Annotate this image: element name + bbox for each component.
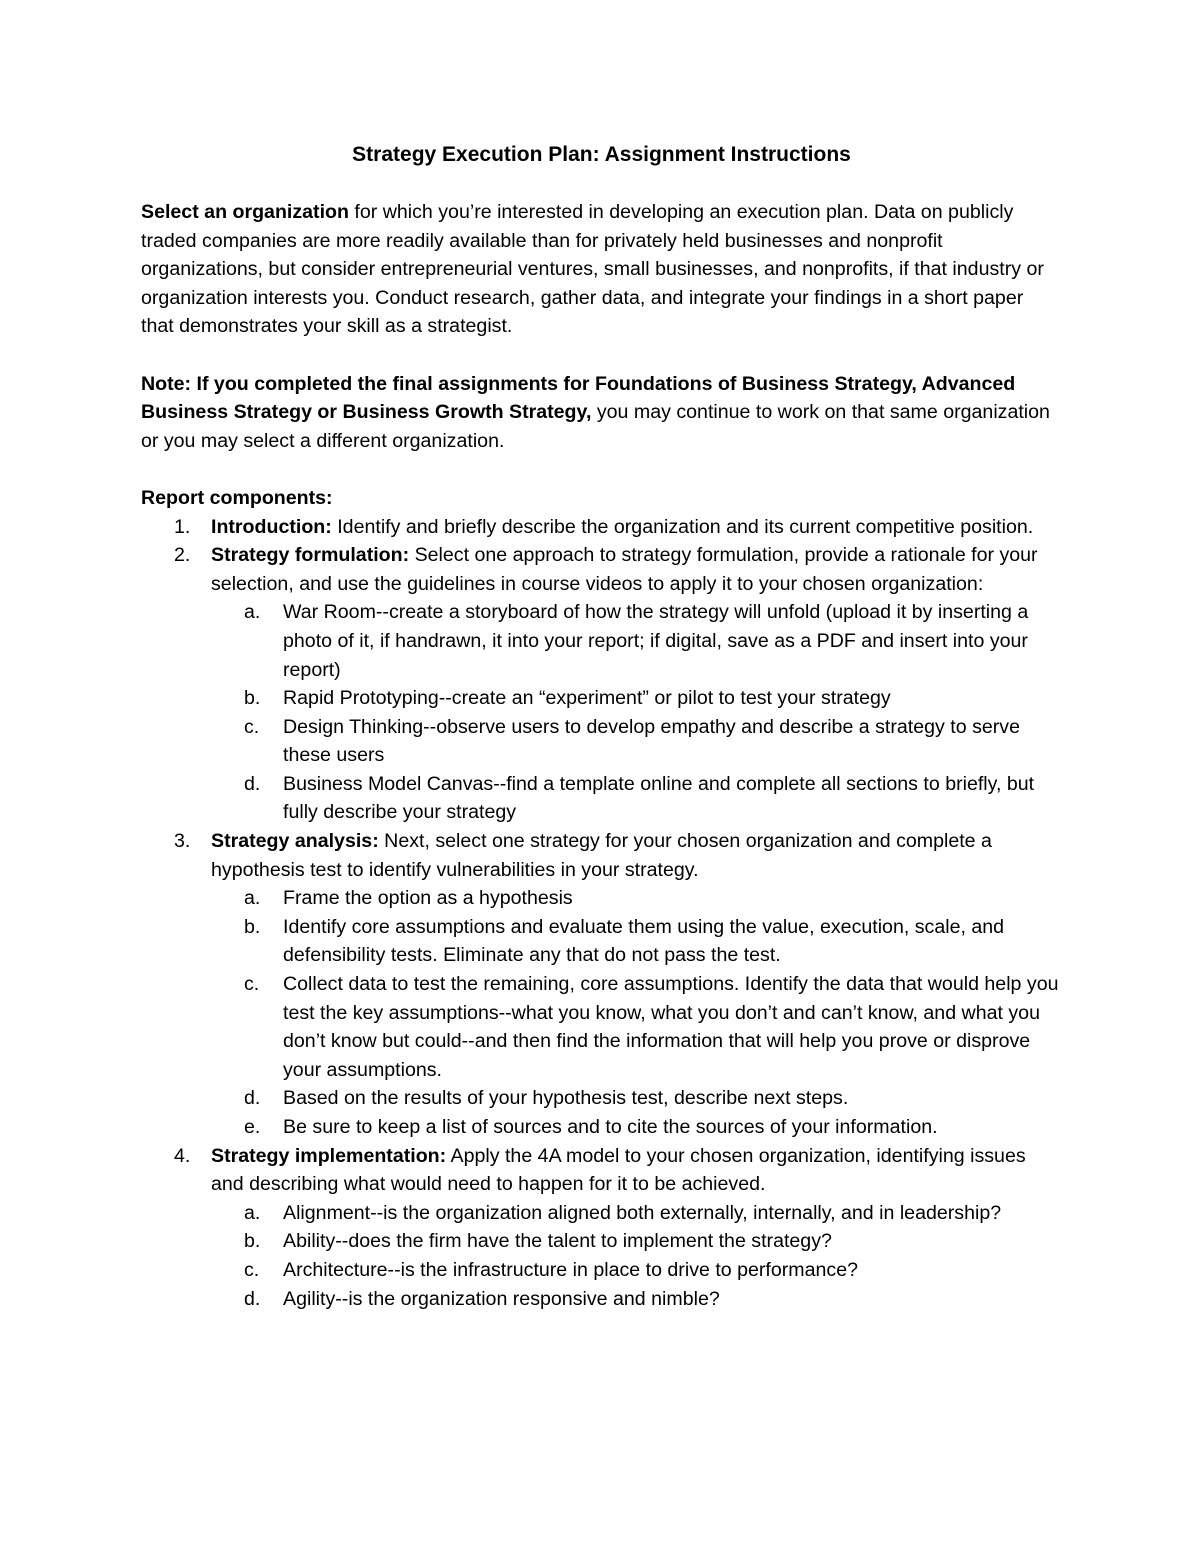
sublist-letter: e. [244,1116,261,1138]
item-text: Next, select one strategy for your chosen organization and complete a hypothesis test to identify vulnerabilities in your strategy. [211,830,992,881]
list-number: 1. [174,515,191,538]
sublist-text: War Room--create a storyboard of how the strategy will unfold (upload it by inserting a photo of it, if handrawn, it into your report; if digital, save as a PDF and insert into your report) [283,601,1029,681]
list-item-strategy-formulation [141,541,1060,827]
sublist-letter: b. [244,1230,261,1253]
sublist-text: Identify core assumptions and evaluate them using the value, execution, scale, and defensibility tests. Eliminate any that do not pass the test. [283,915,1005,967]
item-text: Apply the 4A model to your chosen organization, identifying issues and describing what would need to happen for it to be achieved. [211,1144,1026,1196]
sublist-item [211,598,1060,684]
list-number: 4. [174,1144,191,1167]
sublist-text: Rapid Prototyping--create an “experiment” or pilot to test your strategy [283,687,891,710]
sublist-item [211,970,1060,1084]
list-item-strategy-implementation [141,1142,1060,1314]
note-lead: Note: If you completed the final assignments for Foundations of Business Strategy, Advanced Business Strategy or Business Growth Strategy, [141,372,1016,424]
sublist-letter: a. [244,1201,261,1224]
sublist-letter: d. [244,772,261,795]
report-heading: Report components: [141,486,333,509]
list-number: 3. [174,830,191,853]
sublist [211,1199,1060,1313]
item-lead: Strategy analysis: [211,830,379,853]
intro-text: for which you’re interested in developing an execution plan. Data on publicly traded companies are more readily available than for privately held businesses and nonprofit organizations, but consider entrepreneurial ventures, small businesses, and nonprofits, if that industry or organization interests you. Conduct research, gather data, and integrate your findings in a short paper that demonstrates your skill as a strategist. [141,201,1044,338]
sublist-letter: d. [244,1087,261,1110]
intro-lead: Select an organization [141,201,349,223]
item-lead: Introduction: [211,515,332,538]
sublist-text: Agility--is the organization responsive and nimble? [283,1287,720,1310]
sublist-letter: b. [244,687,261,710]
note-text: you may continue to work on that same organization or you may select a different organization. [141,401,1050,452]
sublist-letter: a. [244,601,261,624]
item-text: Select one approach to strategy formulation, provide a rationale for your selection, and use the guidelines in course videos to apply it to your chosen organization: [211,544,1038,595]
sublist-item [211,884,1060,913]
list-number: 2. [174,544,191,567]
item-text: Identify and briefly describe the organization and its current competitive position. [331,515,1034,538]
report-components-list [141,513,1060,1314]
sublist-item [211,1227,1060,1256]
sublist-item [211,684,1060,713]
sublist-letter: a. [244,887,261,910]
sublist-item [211,1285,1060,1314]
sublist-item [211,770,1060,827]
list-item-introduction [141,513,1060,542]
sublist-letter: c. [244,1258,260,1281]
note-paragraph [141,370,1060,456]
sublist-text: Business Model Canvas--find a template online and complete all sections to briefly, but fully describe your strategy [283,772,1035,824]
sublist-letter: c. [244,973,260,996]
sublist-item [211,1199,1060,1228]
intro-paragraph [141,198,1060,341]
sublist-letter: b. [244,915,261,938]
sublist-text: Alignment--is the organization aligned both externally, internally, and in leadership? [283,1201,1002,1224]
sublist-text: Frame the option as a hypothesis [283,887,573,910]
sublist-text: Based on the results of your hypothesis test, describe next steps. [283,1087,849,1110]
sublist-text: Architecture--is the infrastructure in place to drive to performance? [283,1258,859,1281]
list-item-strategy-analysis [141,827,1060,1142]
sublist-item [211,1256,1060,1285]
sublist-item [211,713,1060,770]
sublist-text: Design Thinking--observe users to develop empathy and describe a strategy to serve these users [283,715,1020,767]
sublist-item [211,1084,1060,1113]
sublist-text: Ability--does the firm have the talent to implement the strategy? [283,1230,832,1253]
sublist-text: Collect data to test the remaining, core assumptions. Identify the data that would help you test the key assumptions--what you know, what you don’t and can’t know, and what you don’t know but could--and then find the information that will help you prove or disprove your assumptions. [283,973,1059,1081]
sublist-letter: d. [244,1287,261,1310]
sublist [211,598,1060,827]
sublist-item [211,913,1060,970]
sublist [211,884,1060,1141]
item-lead: Strategy formulation: [211,544,410,567]
sublist-item [211,1113,1060,1142]
document-title: Strategy Execution Plan: Assignment Instructions [352,143,851,166]
sublist-text: Be sure to keep a list of sources and to cite the sources of your information. [283,1116,938,1138]
item-lead: Strategy implementation: [211,1144,447,1167]
sublist-letter: c. [244,715,260,738]
